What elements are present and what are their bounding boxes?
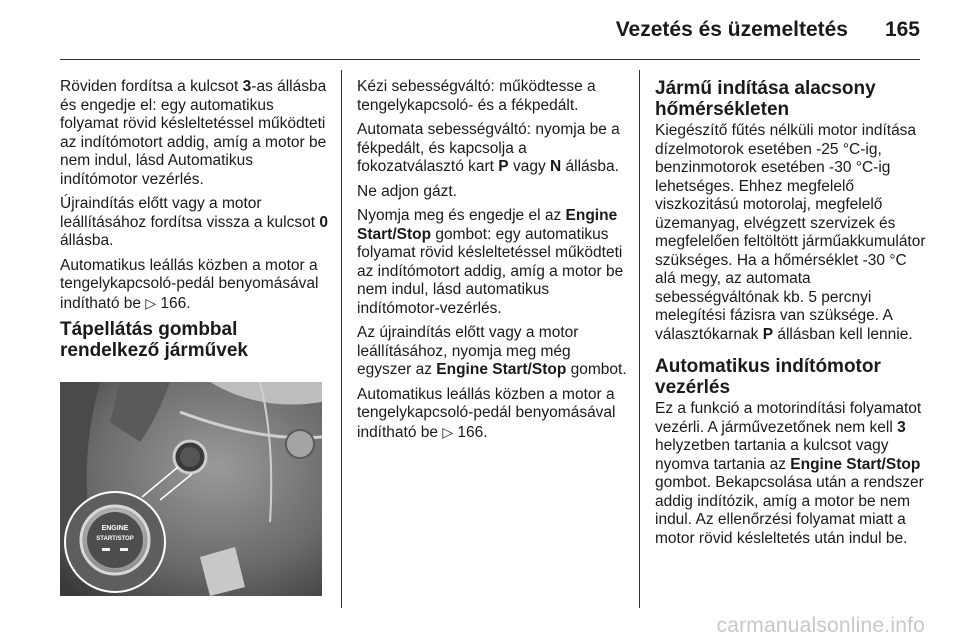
paragraph: Nyomja meg és engedje el az Engine Start/Stop gombot: egy automatikus folyamat rövid késleltetéssel működteti az indítómotort addig, amíg a motor be nem indul, lásd automatikus indítómotor-vezérlés.	[357, 207, 624, 317]
watermark: carmanualsonline.info	[716, 614, 925, 637]
column-divider-2	[639, 70, 640, 608]
paragraph: Automata sebességváltó: nyomja be a fékpedált, és kapcsolja a fokozatválasztó kart P vagy N állásba.	[357, 121, 620, 175]
section-heading: Jármű indítása alacsony hőmérsékleten	[655, 78, 876, 120]
button-label-line1: ENGINE	[101, 525, 129, 532]
paragraph: Újraindítás előtt vagy a motor leállításához fordítsa vissza a kulcsot 0 állásba.	[60, 195, 328, 249]
paragraph: Ez a funkció a motorindítási folyamatot vezérli. A járművezetőnek nem kell 3 helyzetben tartania a kulcsot vagy nyomva tartania az Engine Start/Stop gombot. Bekapcsolása után a rendszer addig indítózik, amíg a motor be nem indul. Az ellenőrzési folyamat miatt a motor rövid késleltetés után indul be.	[655, 400, 924, 547]
engine-start-stop-photo	[60, 382, 322, 596]
column-divider-1	[341, 70, 342, 608]
page-header	[0, 0, 960, 62]
arrow-reference-icon[interactable]: ▷	[145, 294, 157, 311]
header-rule	[60, 59, 920, 60]
paragraph: Automatikus leállás közben a motor a tengelykapcsoló-pedál benyomásával indítható be ▷ 166.	[60, 256, 319, 312]
paragraph: Röviden fordítsa a kulcsot 3-as állásba és engedje el: egy automatikus folyamat rövid késleltetéssel működteti az indítómotort addig, amíg a motor be nem indul, lásd Automatikus indítómotor vezérlés.	[60, 78, 327, 188]
page-title: Vezetés és üzemeltetés	[615, 18, 848, 41]
column-1	[60, 78, 330, 365]
section-heading: Automatikus indítómotor vezérlés	[655, 356, 881, 398]
button-label-line2: START/STOP	[96, 536, 134, 542]
column-3	[655, 78, 927, 552]
column-2	[357, 78, 629, 448]
paragraph: Kiegészítő fűtés nélküli motor indítása dízelmotorok esetében -25 °C-ig, benzinmotorok esetében -30 °C-ig lehetséges. Ehhez megfelelő viszkozitású motorolaj, megfelelő üzemanyag, elvégzett szervizek és megfelelően feltöltött járműakkumulátor szükséges. Ha a hőmérséklet -30 °C alá megy, az automata sebességváltónak kb. 5 percnyi melegítési fázisra van szüksége. A választókarnak P állásban kell lennie.	[655, 122, 926, 343]
paragraph: Kézi sebességváltó: működtesse a tengelykapcsoló- és a fékpedált.	[357, 78, 596, 114]
paragraph: Automatikus leállás közben a motor a tengelykapcsoló-pedál benyomásával indítható be ▷ 166.	[357, 385, 616, 441]
paragraph: Az újraindítás előtt vagy a motor leállításához, nyomja meg még egyszer az Engine Start/Stop gombot.	[357, 324, 627, 378]
page-number: 165	[884, 18, 920, 41]
arrow-reference-icon[interactable]: ▷	[442, 423, 454, 440]
paragraph: Ne adjon gázt.	[357, 182, 457, 200]
section-heading: Tápellátás gombbal rendelkező járművek	[60, 319, 248, 361]
